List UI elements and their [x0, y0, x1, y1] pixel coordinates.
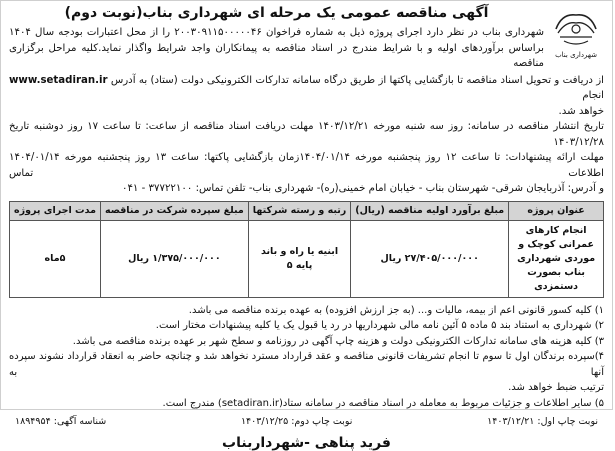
- municipality-logo: [548, 7, 604, 59]
- column-header-deposit: مبلغ سپرده شرکت در مناقصه: [100, 201, 248, 220]
- note-5: ۵) سایر اطلاعات و جزئیات مربوط به معامله در اسناد مناقصه در سامانه ستاد(setadiran.ir) مندرج است.: [162, 398, 604, 410]
- intro-line-2: براساس برآوردهای اولیه و با شرایط مندرج در اسناد مناقصه به پیمانکاران واجد شرایط واگذار نماید.کلیه مراحل برگزاری مناقصه: [9, 42, 544, 69]
- table-row: [10, 220, 604, 297]
- schedule-line-3: و آدرس: آذربایجان شرقی- شهرستان بناب - خیابان امام خمینی(ره)- شهرداری بناب- تلفن تماس: ۳۷۷۲۲۱۰۰ - ۰۴۱: [121, 183, 604, 194]
- column-header-estimate: مبلغ برآورد اولیه مناقصه (ریال): [351, 201, 509, 220]
- column-header-duration: مدت اجرای پروژه: [10, 201, 101, 220]
- cell-estimate: ۲۷/۴۰۵/۰۰۰/۰۰۰ ریال: [351, 220, 509, 297]
- logo-caption: شهرداری بناب: [555, 51, 597, 59]
- schedule-line-1: تاریخ انتشار مناقصه در سامانه: روز سه شنبه مورخه ۱۴۰۳/۱۲/۲۱ مهلت دریافت اسناد مناقصه از ساعت: تا ساعت ۱۷ روز دوشنبه تاریخ ۱۴۰۳/۱۲/۲۸: [9, 121, 604, 148]
- intro-line-3: [9, 73, 604, 104]
- notes-list: [9, 303, 604, 412]
- website-suffix: انجام: [582, 90, 604, 101]
- cell-rank: ابنیه یا راه و باند پایه ۵: [248, 220, 350, 297]
- header-text: [9, 5, 544, 72]
- signature: فرید پناهی -شهرداربناب: [222, 434, 391, 451]
- intro-line-1: شهرداری بناب در نظر دارد اجرای پروژه ذیل به شماره فراخوان ۲۰۰۳۰۹۱۱۵۰۰۰۰۰۴۶ را از محل اعتبارات بودجه سال ۱۴۰۴: [9, 27, 545, 38]
- notice-body: [9, 73, 604, 197]
- cell-deposit: ۱/۳۷۵/۰۰۰/۰۰۰ ریال: [100, 220, 248, 297]
- note-4: ۴)سپرده برندگان اول تا سوم تا انجام تشریفات قانونی مناقصه و عقد قرارداد مسترد نخواهد شد و چنانچه حاضر به انعقاد قرارداد نشوند سپرده آنها به: [9, 351, 604, 378]
- bonab-emblem-icon: [552, 7, 600, 49]
- cell-project-title: انجام کارهای عمرانی کوچک و موردی شهرداری بناب بصورت دستمزدی: [509, 220, 604, 297]
- table-header-row: [10, 201, 604, 220]
- intro-line-3-text: از دریافت و تحویل اسناد مناقصه تا بازگشایی پاکتها از طریق درگاه سامانه تدارکات الکترونیکی دولت (ستاد) به آدرس: [110, 74, 604, 86]
- first-print-date: نوبت چاپ اول: ۱۴۰۳/۱۲/۲۱: [487, 415, 598, 427]
- note-3: ۳) کلیه هزینه های سامانه تدارکات الکترونیکی دولت و هزینه چاپ آگهی در روزنامه و سطح شهر بر عهده برنده مناقصه می باشد.: [72, 335, 604, 347]
- notice-header: [9, 5, 604, 72]
- column-header-title: عنوان پروژه: [509, 201, 604, 220]
- tender-table: [9, 201, 604, 298]
- website-link[interactable]: www.setadiran.ir: [9, 74, 108, 86]
- notice-title: آگهی مناقصه عمومی یک مرحله ای شهرداری بناب(نوبت دوم): [64, 5, 489, 21]
- print-info: [9, 414, 604, 430]
- column-header-rank: رتبه و رسته شرکتها: [248, 201, 350, 220]
- second-print-date: نوبت چاپ دوم: ۱۴۰۳/۱۲/۲۵: [240, 415, 353, 427]
- cell-duration: ۵ماه: [10, 220, 101, 297]
- note-4-continued: ترتیب ضبط خواهد شد.: [508, 382, 604, 394]
- note-2: ۲) شهرداری به استناد بند ۵ ماده ۵ آئین نامه مالی شهرداریها در رد یا قبول یک یا کلیه پیشنهادات مختار است.: [155, 320, 604, 332]
- note-1: ۱) کلیه کسور قانونی اعم از بیمه، مالیات و... (به جز ارزش افزوده) به عهده برنده مناقصه می باشد.: [188, 304, 604, 316]
- intro-line-4: خواهد شد.: [558, 105, 604, 117]
- ad-id: شناسه آگهی: ۱۸۹۴۹۵۴: [15, 415, 107, 427]
- schedule-line-2: مهلت ارائه پیشنهادات: تا ساعت ۱۲ روز پنجشنبه مورخه ۱۴۰۴/۰۱/۱۴زمان بازگشایی پاکتها: ساعت ۱۳ روز پنجشنبه مورخه ۱۴۰۴/۰۱/۱۴ اطلاعات تماس: [9, 152, 605, 179]
